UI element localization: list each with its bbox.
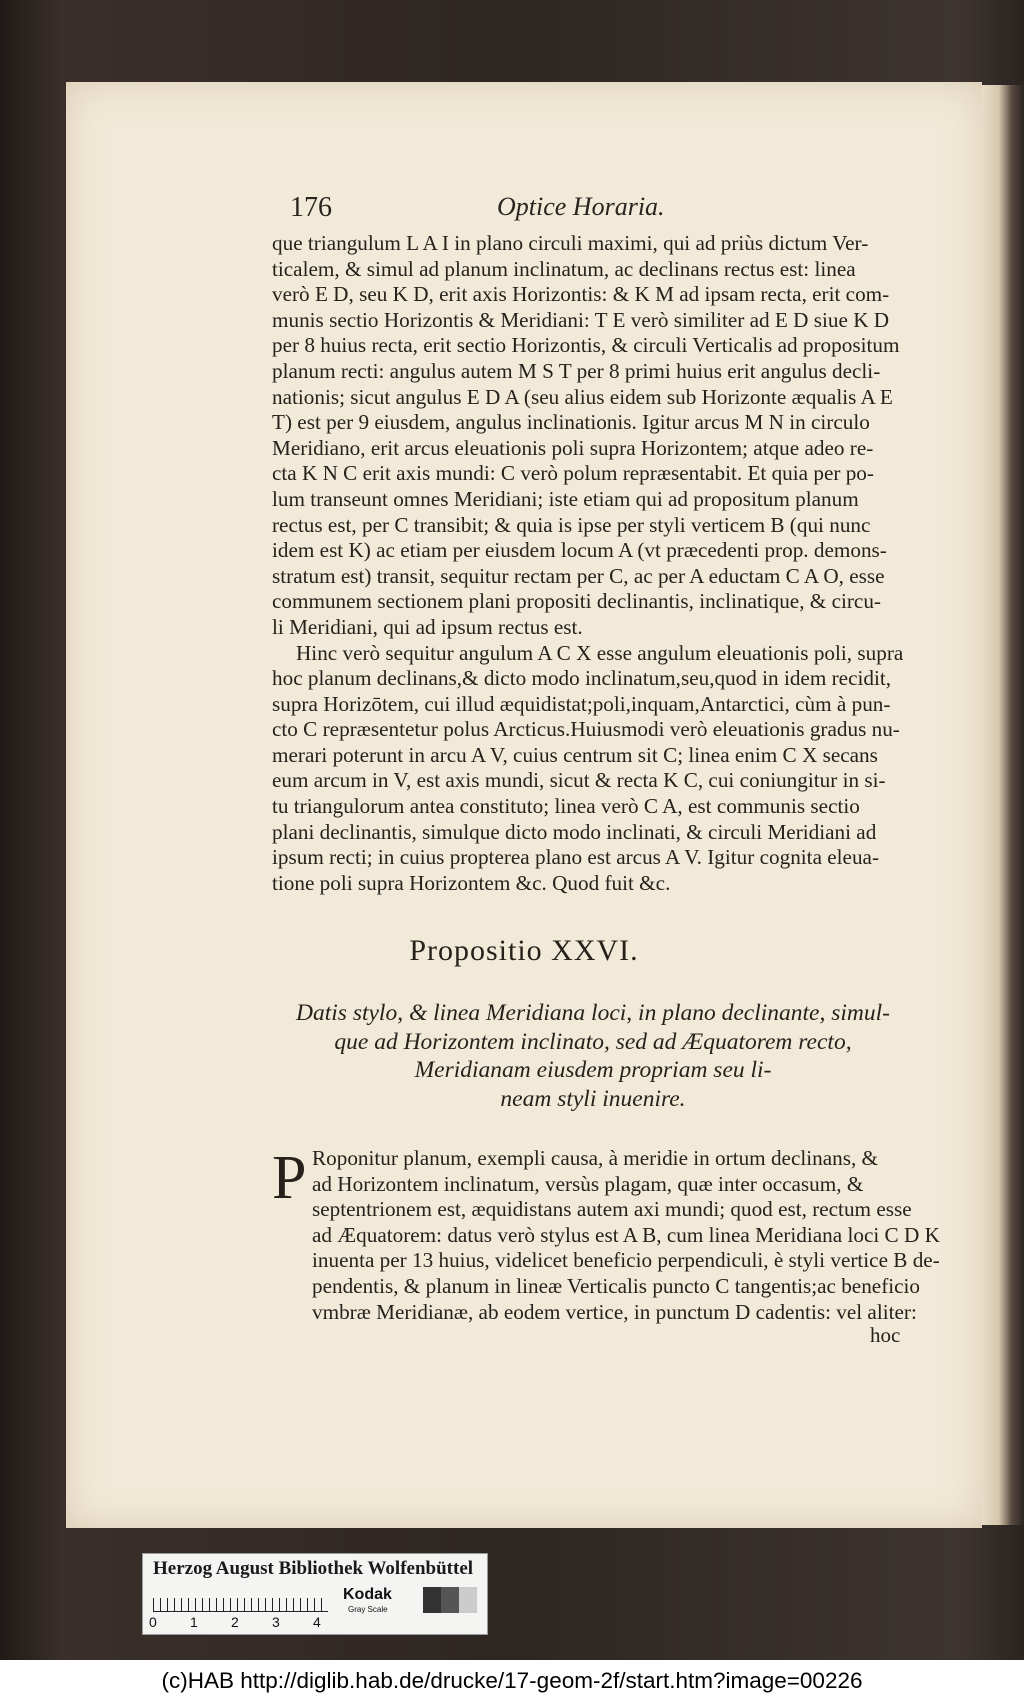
text-line: planum recti: angulus autem M S T per 8 primi huius erit angulus decli- — [272, 358, 881, 383]
text-line: hoc planum declinans,& dicto modo inclinatum,seu,quod in idem recidit, — [272, 666, 892, 691]
text-line: Meridiano, erit arcus eleuationis poli supra Horizontem; atque adeo re- — [272, 435, 874, 460]
text-line: que triangulum L A I in plano circuli maximi, qui ad priùs dictum Ver- — [272, 231, 869, 255]
ruler-numbers — [149, 1614, 339, 1632]
gray-swatch — [441, 1587, 459, 1613]
text-line: stratum est) transit, sequitur rectam per C, ac per A eductam C A O, esse — [272, 563, 885, 588]
text-line: T) est per 9 eiusdem, angulus inclinationis. Igitur arcus M N in circulo — [272, 410, 870, 435]
text-line: tu triangulorum antea constituto; linea verò C A, est communis sectio — [272, 794, 860, 819]
text-line: rectus est, per C transibit; & quia is ipse per styli verticem B (qui nunc — [272, 512, 871, 537]
text-line: supra Horizōtem, cui illud æquidistat;poli,inquam,Antarctici, cùm à pun- — [272, 691, 891, 716]
text-line: li Meridiani, qui ad ipsum rectus est. — [272, 614, 583, 639]
drop-capital: P — [272, 1144, 307, 1212]
text-line: idem est K) ac etiam per eiusdem locum A (vt præcedenti prop. demons- — [272, 538, 887, 563]
copyright-footer: (c)HAB http://diglib.hab.de/drucke/17-geom-2f/start.htm?image=00226 — [0, 1660, 1024, 1702]
text-line: Hinc verò sequitur angulum A C X esse angulum eleuationis poli, supra — [296, 640, 904, 665]
text-line: per 8 huius recta, erit sectio Horizontis, & circuli Verticalis ad propositum — [272, 333, 900, 358]
text-line: communem sectionem plani propositi declinantis, inclinatique, & circu- — [272, 589, 881, 614]
text-line: ad Horizontem inclinatum, versùs plagam, quæ inter occasum, & — [312, 1171, 864, 1196]
ruler-number: 3 — [272, 1614, 280, 1630]
ruler-number: 0 — [149, 1614, 157, 1630]
gray-swatch — [459, 1587, 477, 1613]
text-line: septentrionem est, æquidistans autem axi mundi; quod est, rectum esse — [312, 1197, 912, 1222]
text-line: munis sectio Horizontis & Meridiani: T E verò similiter ad E D siue K D — [272, 307, 890, 332]
text-line: ipsum recti; in cuius propterea plano est arcus A V. Igitur cognita eleua- — [272, 845, 880, 870]
text-line: verò E D, seu K D, erit axis Horizontis: & K M ad ipsam recta, erit com- — [272, 282, 890, 307]
statement-line: neam styli inuenire. — [500, 1085, 686, 1112]
ruler-number: 4 — [313, 1614, 321, 1630]
text-line: Roponitur planum, exempli causa, à meridie in ortum declinans, & — [312, 1146, 879, 1170]
text-line: plani declinantis, simulque dicto modo inclinati, & circuli Meridiani ad — [272, 819, 877, 844]
text-line: cta K N C erit axis mundi: C verò polum repræsentabit. Et quia per po- — [272, 461, 874, 486]
ruler-number: 2 — [231, 1614, 239, 1630]
catchword: hoc — [870, 1323, 901, 1347]
text-line: nationis; sicut angulus E D A (seu alius eidem sub Horizonte æqualis A E — [272, 384, 893, 409]
text-line: ticalem, & simul ad planum inclinatum, ac declinans rectus est: linea — [272, 256, 856, 281]
statement-line: Meridianam eiusdem propriam seu li- — [414, 1057, 772, 1083]
page-number: 176 — [290, 192, 332, 223]
text-line: vmbræ Meridianæ, ab eodem vertice, in punctum D cadentis: vel aliter: — [312, 1299, 917, 1324]
library-name: Herzog August Bibliothek Wolfenbüttel — [153, 1558, 474, 1579]
gray-scale-swatches — [405, 1587, 477, 1613]
text-line: ad Æquatorem: datus verò stylus est A B, cum linea Meridiana loci C D K — [312, 1222, 940, 1247]
measurement-ruler — [153, 1587, 328, 1612]
gray-swatch — [423, 1587, 441, 1613]
gray-swatch — [405, 1587, 423, 1613]
text-line: merari poterunt in arcu A V, cuius centrum sit C; linea enim C X secans — [272, 742, 878, 767]
facing-page-edge — [982, 85, 1024, 1525]
proposition-heading: Propositio XXVI. — [409, 934, 639, 967]
text-line: pendentis, & planum in lineæ Verticalis puncto C tangentis;ac beneficio — [312, 1273, 921, 1298]
ruler-number: 1 — [190, 1614, 198, 1630]
kodak-brand: Kodak — [343, 1586, 392, 1603]
text-line: lum transeunt omnes Meridiani; iste etiam qui ad propositum planum — [272, 486, 859, 511]
text-line: inuenta per 13 huius, videlicet beneficio perpendiculi, è styli vertice B de- — [312, 1248, 940, 1273]
running-title: Optice Horaria. — [497, 192, 665, 221]
gray-scale-label: Gray Scale — [348, 1605, 388, 1614]
proposition-text — [312, 1146, 940, 1325]
statement-line: Datis stylo, & linea Meridiana loci, in plano declinante, simul- — [296, 1000, 890, 1026]
text-line: cto C repræsentetur polus Arcticus.Huiusmodi verò eleuationis gradus nu- — [272, 717, 900, 742]
body-text — [272, 231, 926, 896]
text-line: tione poli supra Horizontem &c. Quod fuit &c. — [272, 870, 671, 895]
library-label — [142, 1553, 488, 1635]
statement-line: que ad Horizontem inclinato, sed ad Æquatorem recto, — [334, 1028, 852, 1055]
proposition-statement — [210, 999, 976, 1113]
text-line: eum arcum in V, est axis mundi, sicut & recta K C, cui coniungitur in si- — [272, 768, 886, 793]
